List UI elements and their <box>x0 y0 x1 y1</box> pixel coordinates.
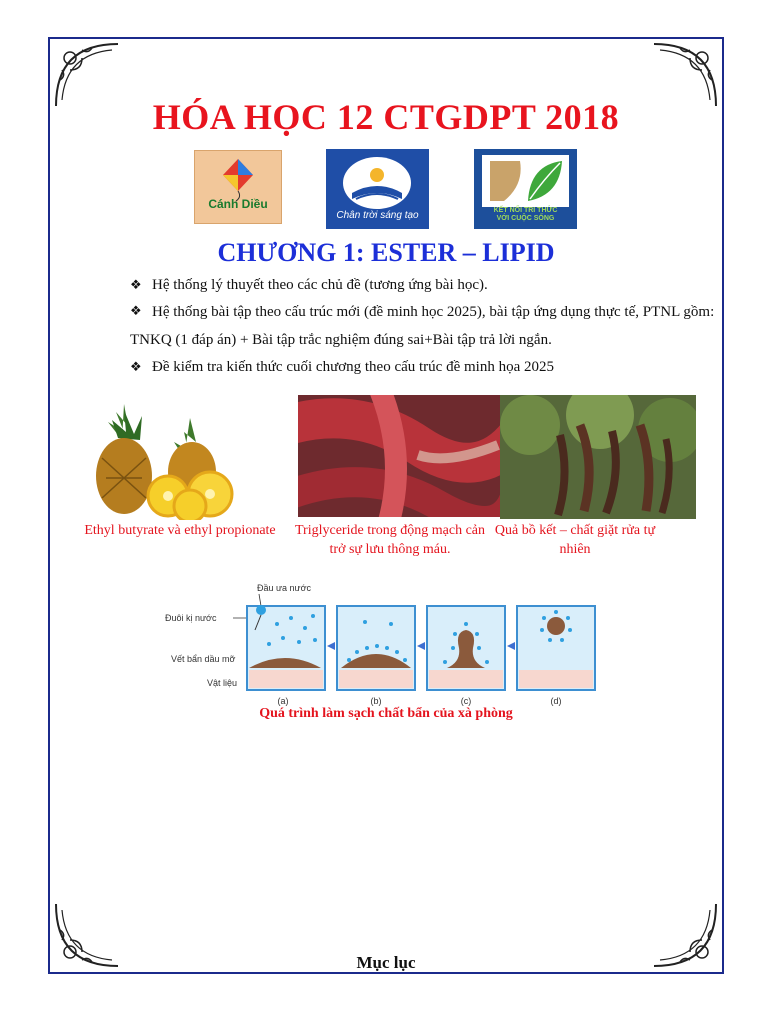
page-title: HÓA HỌC 12 CTGDPT 2018 <box>152 97 620 137</box>
canh-dieu-logo <box>194 150 282 224</box>
chan-troi-sang-tao-logo <box>326 149 429 229</box>
diamond-bullet-icon: ❖ <box>130 359 142 374</box>
diagram-panel-c-label: (c) <box>460 696 472 706</box>
ket-noi-tri-thuc-logo <box>474 149 577 229</box>
bo-ket-caption: Quả bồ kết – chất giặt rửa tự nhiên <box>494 523 656 557</box>
table-of-contents-heading: Mục lục <box>356 953 416 972</box>
diamond-bullet-icon: ❖ <box>130 277 142 292</box>
bullet-list <box>130 272 720 380</box>
diagram-label-tail: Đuôi kị nước <box>165 613 217 623</box>
soap-cleaning-diagram <box>165 578 605 708</box>
diagram-panel-b <box>337 606 415 690</box>
list-item <box>130 354 720 380</box>
diagram-panel-a-label: (a) <box>277 696 289 706</box>
diagram-panel-a <box>247 605 325 690</box>
list-item <box>130 298 720 354</box>
diagram-panel-d-label: (d) <box>550 696 562 706</box>
kite-icon <box>195 151 281 223</box>
list-item-text: Hệ thống lý thuyết theo các chủ đề (tương ứng bài học). <box>152 277 488 293</box>
ket-noi-label-line2: VỚI CUỘC SỐNG <box>496 215 555 222</box>
list-item-text: Hệ thống bài tập theo cấu trúc mới (đề minh học 2025), bài tập ứng dụng thực tế, PTNL gồm: TNKQ (1 đáp án) + Bài tập trắc nghiệm đúng sai+Bài tập trả lời ngắn. <box>130 304 715 348</box>
list-item-text: Đề kiểm tra kiến thức cuối chương theo cấu trúc đề minh họa 2025 <box>152 359 554 375</box>
diamond-bullet-icon: ❖ <box>130 303 142 318</box>
chapter-title: CHƯƠNG 1: ESTER – LIPID <box>217 238 555 267</box>
chan-troi-label: Chân trời sáng tạo <box>336 210 419 221</box>
diagram-caption: Quá trình làm sạch chất bẩn của xà phòng <box>259 706 513 721</box>
diagram-label-material: Vật liệu <box>207 678 238 688</box>
diagram-label-head: Đầu ưa nước <box>257 583 311 593</box>
diagram-panel-d <box>517 606 595 690</box>
ket-noi-label-line1: KẾT NỐI TRI THỨC <box>493 207 558 214</box>
diagram-panel-c <box>427 606 505 690</box>
canh-dieu-label: Cánh Diều <box>208 197 268 211</box>
diagram-panel-b-label: (b) <box>370 696 382 706</box>
diagram-label-dirt: Vết bẩn dầu mỡ <box>171 654 236 664</box>
ket-noi-label <box>474 207 577 223</box>
artery-caption: Triglyceride trong động mạch cản trở sự lưu thông máu. <box>295 523 485 557</box>
pineapple-caption: Ethyl butyrate và ethyl propionate <box>84 523 276 538</box>
bo-ket-tree-photo <box>500 395 696 519</box>
artery-triglyceride-photo <box>298 395 502 517</box>
pineapple-photo <box>72 398 242 520</box>
list-item <box>130 272 720 298</box>
